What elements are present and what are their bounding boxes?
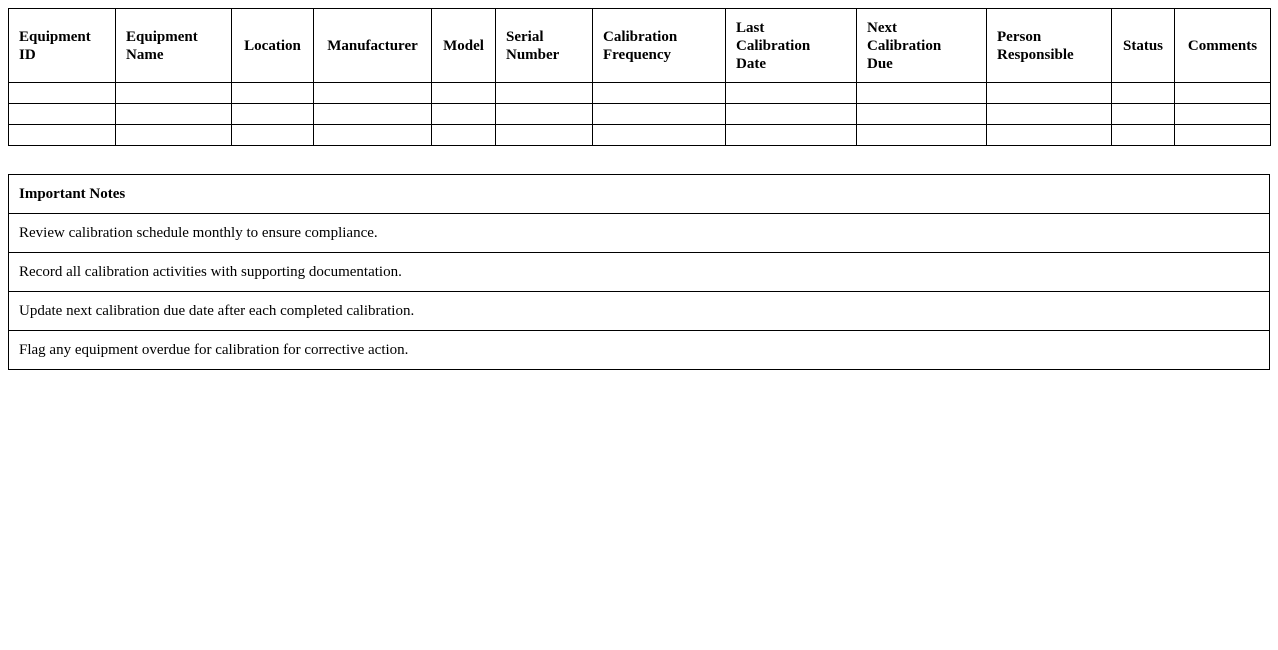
table-cell[interactable]: [593, 104, 726, 125]
table-cell[interactable]: [232, 104, 314, 125]
table-cell[interactable]: [496, 125, 593, 146]
table-cell[interactable]: [1112, 83, 1175, 104]
table-row: [9, 104, 1271, 125]
table-cell[interactable]: [116, 83, 232, 104]
table-cell[interactable]: [314, 83, 432, 104]
table-cell[interactable]: [116, 125, 232, 146]
table-cell[interactable]: [1175, 83, 1271, 104]
table-cell[interactable]: [496, 83, 593, 104]
table-cell[interactable]: [726, 125, 857, 146]
header-model: Model: [432, 9, 496, 83]
table-header-row: [9, 9, 1271, 83]
table-cell[interactable]: [432, 83, 496, 104]
table-row: [9, 125, 1271, 146]
note-row: [9, 214, 1270, 253]
table-cell[interactable]: [9, 125, 116, 146]
table-cell[interactable]: [314, 125, 432, 146]
table-cell[interactable]: [726, 83, 857, 104]
calibration-log-table: [8, 8, 1271, 146]
table-row: [9, 83, 1271, 104]
note-row: [9, 253, 1270, 292]
header-status: Status: [1112, 9, 1175, 83]
note-item: Flag any equipment overdue for calibration for corrective action.: [9, 331, 1270, 370]
table-cell[interactable]: [857, 83, 987, 104]
header-person-responsible: Person Responsible: [987, 9, 1112, 83]
table-cell[interactable]: [593, 125, 726, 146]
table-cell[interactable]: [987, 83, 1112, 104]
note-row: [9, 292, 1270, 331]
header-location: Location: [232, 9, 314, 83]
table-cell[interactable]: [314, 104, 432, 125]
table-cell[interactable]: [857, 104, 987, 125]
notes-title: Important Notes: [9, 175, 1270, 214]
table-cell[interactable]: [1175, 125, 1271, 146]
header-manufacturer: Manufacturer: [314, 9, 432, 83]
note-item: Record all calibration activities with supporting documentation.: [9, 253, 1270, 292]
header-comments: Comments: [1175, 9, 1271, 83]
important-notes-table: [8, 174, 1270, 370]
note-row: [9, 331, 1270, 370]
table-cell[interactable]: [432, 125, 496, 146]
table-cell[interactable]: [9, 83, 116, 104]
header-equipment-id: Equipment ID: [9, 9, 116, 83]
header-calibration-frequency: Calibration Frequency: [593, 9, 726, 83]
table-cell[interactable]: [496, 104, 593, 125]
table-cell[interactable]: [857, 125, 987, 146]
table-cell[interactable]: [593, 83, 726, 104]
table-cell[interactable]: [987, 104, 1112, 125]
note-item: Review calibration schedule monthly to ensure compliance.: [9, 214, 1270, 253]
table-cell[interactable]: [9, 104, 116, 125]
header-equipment-name: Equipment Name: [116, 9, 232, 83]
table-cell[interactable]: [232, 125, 314, 146]
notes-header-row: [9, 175, 1270, 214]
table-cell[interactable]: [116, 104, 232, 125]
header-serial-number: Serial Number: [496, 9, 593, 83]
table-cell[interactable]: [1112, 125, 1175, 146]
table-cell[interactable]: [1175, 104, 1271, 125]
header-last-calibration-date: Last Calibration Date: [726, 9, 857, 83]
table-cell[interactable]: [987, 125, 1112, 146]
header-next-calibration-due: Next Calibration Due: [857, 9, 987, 83]
document-page: [8, 8, 1270, 370]
table-cell[interactable]: [232, 83, 314, 104]
table-cell[interactable]: [432, 104, 496, 125]
table-cell[interactable]: [1112, 104, 1175, 125]
table-cell[interactable]: [726, 104, 857, 125]
note-item: Update next calibration due date after each completed calibration.: [9, 292, 1270, 331]
